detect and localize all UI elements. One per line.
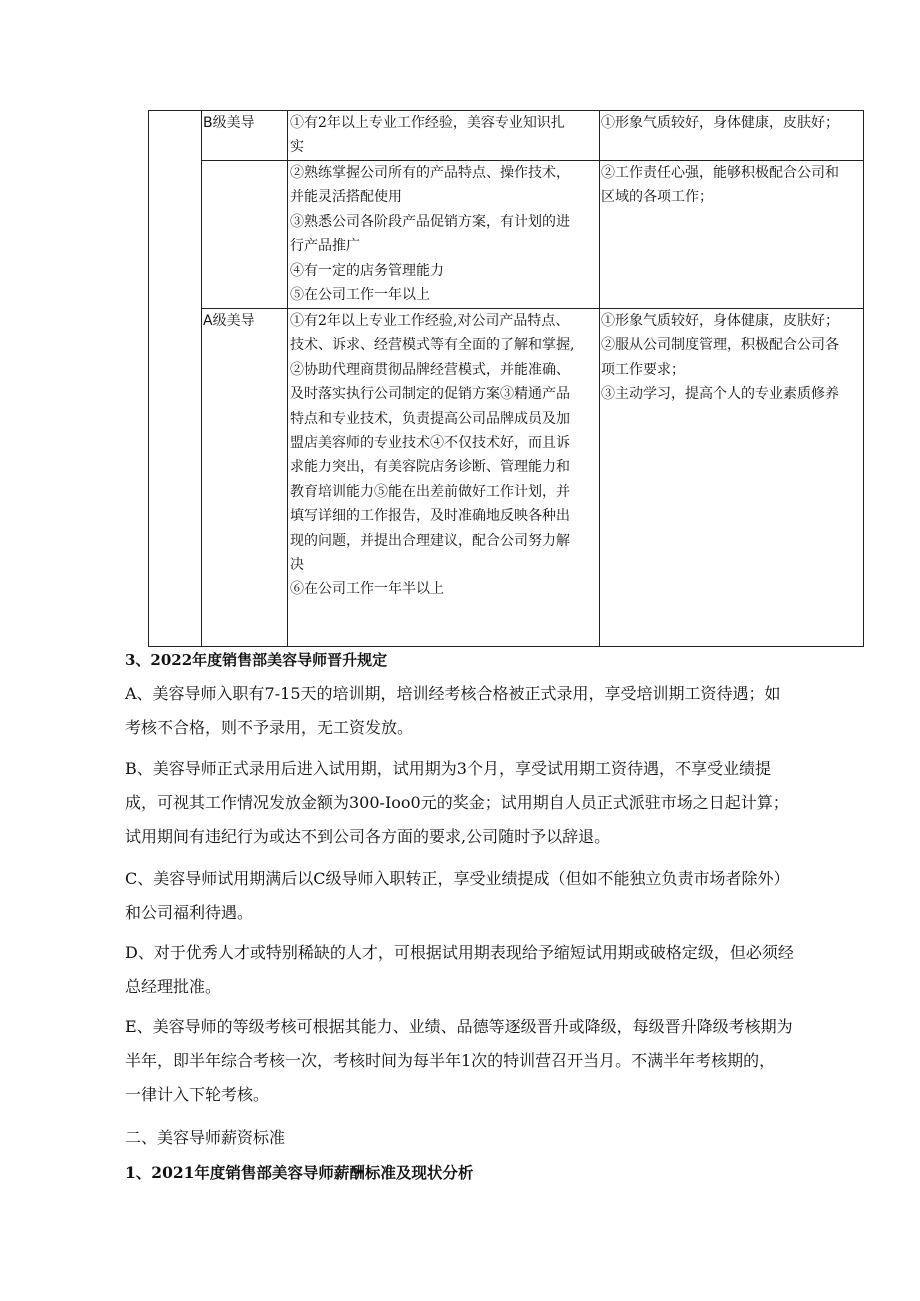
skills-line: ①有2年以上专业工作经验,对公司产品特点、 — [290, 313, 570, 329]
paragraph-e — [125, 1010, 895, 1112]
skills-line: 行产品推广 — [290, 238, 360, 255]
skills-cell — [288, 111, 600, 161]
skills-line: 求能力突出，有美容院店务诊断、管理能力和 — [290, 459, 570, 476]
quality-line: ③主动学习，提高个人的专业素质修养 — [601, 386, 839, 403]
skills-line: 盟店美容师的专业技术④不仅技术好，而且诉 — [290, 435, 570, 452]
skills-line: 现的问题，并提出合理建议，配合公司努力解 — [290, 532, 570, 549]
paragraph-line: A、美容导师入职有7-15天的培训期，培训经考核合格被正式录用，享受培训期工资待遇；如 — [125, 684, 781, 703]
paragraph-line: 考核不合格，则不予录用，无工资发放。 — [125, 718, 414, 737]
table-row — [149, 161, 864, 309]
heading-line: 1、2021年度销售部美容导师薪酬标准及现状分析 — [125, 1163, 474, 1182]
skills-line: ③熟悉公司各阶段产品促销方案，有计划的进 — [290, 213, 570, 230]
paragraph-line: 成，可视其工作情况发放金额为300-Ioo0元的奖金；试用期自人员正式派驻市场之日起计算； — [125, 793, 789, 812]
skills-line: ⑥在公司工作一年半以上 — [290, 581, 444, 598]
quality-line: ②服从公司制度管理，积极配合公司各 — [601, 337, 839, 354]
quality-cell — [600, 309, 864, 647]
section-two-heading — [125, 1121, 895, 1155]
quality-cell — [600, 161, 864, 309]
level-cell: A级美导 — [202, 309, 288, 647]
quality-line: ①形象气质较好，身体健康，皮肤好； — [601, 313, 839, 329]
skills-cell — [288, 161, 600, 309]
quality-line: 区域的各项工作； — [601, 189, 713, 206]
skills-line: ⑤在公司工作一年以上 — [290, 287, 430, 304]
paragraph-line: B、美容导师正式录用后进入试用期，试用期为3个月，享受试用期工资待遇，不享受业绩提 — [125, 759, 771, 778]
quality-line: ②工作责任心强，能够积极配合公司和 — [601, 165, 839, 181]
paragraph-b — [125, 752, 895, 854]
level-cell — [202, 161, 288, 309]
skills-cell — [288, 309, 600, 647]
paragraph-c — [125, 862, 895, 930]
skills-line: ②协助代理商贯彻品牌经营模式，并能准确、 — [290, 361, 570, 378]
skills-line: ②熟练掌握公司所有的产品特点、操作技术， — [290, 165, 570, 181]
section-two-subheading — [125, 1156, 895, 1190]
skills-line: ④有一定的店务管理能力 — [290, 262, 444, 279]
skills-line: 实 — [290, 139, 304, 156]
skills-line: 填写详细的工作报告，及时准确地反映各种出 — [290, 508, 570, 525]
skills-line: 技术、诉求、经营模式等有全面的了解和掌握, — [290, 337, 575, 354]
table-row — [149, 309, 864, 647]
paragraph-line: 总经理批准。 — [125, 977, 222, 996]
skills-line: 决 — [290, 557, 304, 574]
paragraph-line: C、美容导师试用期满后以C级导师入职转正，享受业绩提成（但如不能独立负责市场者除外） — [125, 869, 790, 888]
paragraph-line: E、美容导师的等级考核可根据其能力、业绩、品德等逐级晋升或降级，每级晋升降级考核期为 — [125, 1017, 793, 1036]
paragraph-line: 和公司福利待遇。 — [125, 903, 254, 922]
paragraph-line: 半年，即半年综合考核一次，考核时间为每半年1次的特训营召开当月。不满半年考核期的， — [125, 1051, 776, 1070]
paragraph-line: 试用期间有违纪行为或达不到公司各方面的要求,公司随时予以辞退。 — [125, 827, 611, 846]
skills-line: 教育培训能力⑤能在出差前做好工作计划，并 — [290, 483, 570, 500]
paragraph-a — [125, 677, 895, 745]
table-row — [149, 111, 864, 161]
skills-line: 特点和专业技术，负责提高公司品牌成员及加 — [290, 410, 570, 427]
skills-line: ①有2年以上专业工作经验，美容专业知识扎 — [290, 115, 565, 131]
quality-line: ①形象气质较好，身体健康，皮肤好； — [601, 115, 839, 131]
section-3-heading: 3、2022年度销售部美容导师晋升规定 — [125, 651, 388, 669]
level-cell: B级美导 — [202, 111, 288, 161]
requirements-table — [148, 110, 864, 647]
paragraph-line: 一律计入下轮考核。 — [125, 1085, 270, 1104]
blank-cell — [149, 111, 202, 647]
quality-line: 项工作要求； — [601, 361, 685, 378]
quality-cell — [600, 111, 864, 161]
skills-line: 并能灵活搭配使用 — [290, 189, 402, 206]
heading-line: 二、美容导师薪资标准 — [125, 1128, 286, 1147]
paragraph-line: D、对于优秀人才或特别稀缺的人才，可根据试用期表现给予缩短试用期或破格定级，但必须经 — [125, 943, 794, 962]
skills-line: 及时落实执行公司制定的促销方案③精通产品 — [290, 386, 570, 403]
paragraph-d — [125, 936, 895, 1004]
